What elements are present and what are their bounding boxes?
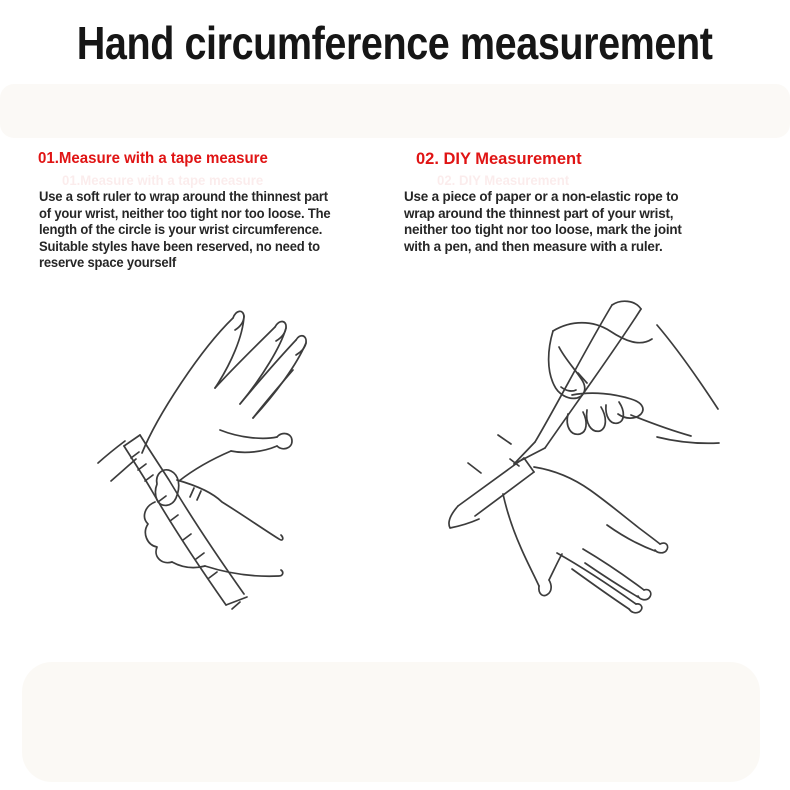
tape-measure-hand-icon: [95, 288, 385, 623]
description-line: length of the circle is your wrist circumference.: [39, 221, 323, 237]
hand-with-tape-measure-illustration: [95, 288, 385, 623]
section-2-description: [404, 188, 693, 254]
page-title: [0, 16, 790, 70]
description-line: Use a piece of paper or a non-elastic rope to: [404, 188, 679, 204]
section-2-heading-ghost: 02. DIY Measurement: [437, 172, 570, 188]
section-1-heading-ghost: 01.Measure with a tape measure: [62, 172, 264, 188]
section-1-description: [39, 188, 352, 271]
description-line: reserve space yourself: [39, 254, 177, 270]
description-line: Suitable styles have been reserved, no need to: [39, 237, 320, 254]
description-line: with a pen, and then measure with a ruler.: [404, 237, 663, 254]
section-1-heading: 01.Measure with a tape measure: [38, 150, 268, 167]
background-band-bottom: [22, 662, 760, 782]
page-title-text: Hand circumference measurement: [77, 17, 713, 69]
description-line: of your wrist, neither too tight nor too loose. The: [39, 204, 331, 221]
description-line: neither too tight nor too loose, mark the joint: [404, 221, 682, 237]
background-band-top: [0, 84, 790, 138]
pen-marking-hand-icon: [435, 295, 730, 630]
description-line: wrap around the thinnest part of your wrist,: [404, 204, 674, 221]
description-line: Use a soft ruler to wrap around the thinnest part: [39, 188, 328, 204]
section-2-heading: 02. DIY Measurement: [416, 149, 582, 168]
pen-marking-wrist-illustration: [435, 295, 730, 630]
